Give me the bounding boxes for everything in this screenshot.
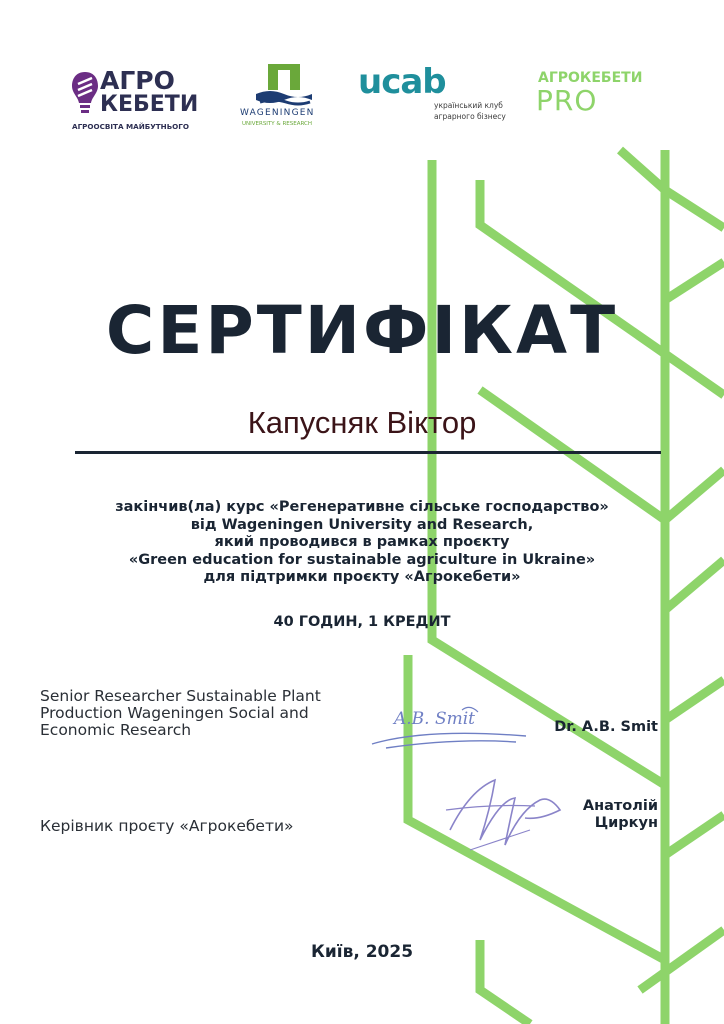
certificate-body <box>0 499 724 587</box>
body-line: закінчив(ла) курс «Регенеративне сільське господарство» <box>115 499 609 515</box>
wageningen-logo <box>236 64 336 134</box>
logo-bar <box>0 58 724 138</box>
wageningen-name: WAGENINGEN <box>240 108 315 118</box>
svg-text:A.B. Smit: A.B. Smit <box>394 709 476 729</box>
lightbulb-icon <box>70 70 100 118</box>
agrokebety-tagline: АГРООСВІТА МАЙБУТНЬОГО <box>72 122 189 131</box>
ucab-mark: ucab <box>358 62 446 102</box>
place-date: Київ, 2025 <box>310 942 414 962</box>
agrokebety-logo-line1: АГРО <box>100 66 175 95</box>
agrokebety-logo <box>70 66 210 130</box>
ucab-description <box>434 100 524 122</box>
agrokebety-pro-title: АГРОКЕБЕТИ <box>538 70 643 86</box>
course-hours: 40 ГОДИН, 1 КРЕДИТ <box>273 614 451 630</box>
body-line: який проводився в рамках проєкту <box>214 534 510 550</box>
body-line: для підтримки проєкту «Агрокебети» <box>203 569 521 585</box>
ucab-logo <box>358 62 518 130</box>
wageningen-sub: UNIVERSITY & RESEARCH <box>242 121 312 127</box>
signatory-2-role: Керівник проєту «Агрокебети» <box>40 817 294 835</box>
signature-1-image <box>366 698 536 754</box>
wageningen-emblem-icon <box>256 64 312 106</box>
body-line: від Wageningen University and Research, <box>190 516 534 533</box>
recipient-name: Капусняк Віктор <box>247 405 477 440</box>
body-line: «Green education for sustainable agriculture in Ukraine» <box>128 551 596 568</box>
agrokebety-pro-logo <box>536 70 676 130</box>
certificate-title: СЕРТИФІКАТ <box>105 292 619 369</box>
signatory-1-role: Senior Researcher Sustainable Plant Production Wageningen Social and Economic Research <box>40 687 321 739</box>
signatory-2-first-name: Анатолій <box>582 798 658 814</box>
signatory-2-name <box>570 798 658 832</box>
signatory-1-name: Dr. A.B. Smit <box>554 719 658 735</box>
agrokebety-logo-line2: КЕБЕТИ <box>100 92 199 117</box>
ucab-desc-line1: український клуб <box>434 101 503 110</box>
agrokebety-pro-mark: PRO <box>536 84 598 117</box>
recipient-underline <box>75 451 661 454</box>
ucab-desc-line2: аграрного бізнесу <box>434 112 506 121</box>
signature-2-image <box>440 770 580 860</box>
signatory-2-last-name: Циркун <box>594 815 658 831</box>
